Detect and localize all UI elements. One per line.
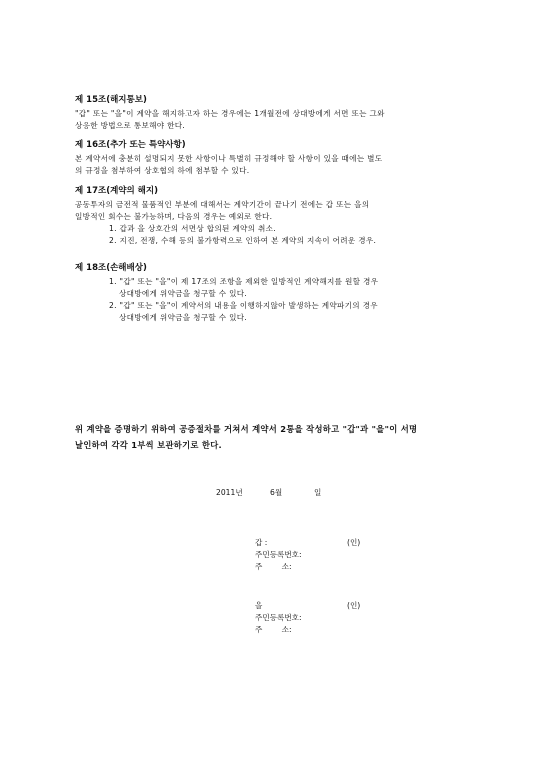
party-id-label: 주민등록번호:: [255, 613, 302, 622]
party-name-label: 을: [255, 601, 263, 610]
article-list-item: 1. "갑" 또는 "을"이 제 17조의 조항을 제외한 일방적인 계약해지를 원할 경우: [109, 277, 379, 286]
article-list-item: 2. 지진, 전쟁, 수해 등의 불가항력으로 인하여 본 계약의 지속이 어려운 경우.: [109, 236, 377, 245]
article-text-line: "갑" 또는 "을"이 계약을 해지하고자 하는 경우에는 1개월전에 상대방에게 서면 또는 그와: [75, 109, 385, 118]
article-heading: 제 16조(추가 또는 특약사항): [75, 140, 186, 150]
article-text-line: 본 계약서에 충분히 설명되지 못한 사항이나 특별히 규정해야 할 사항이 있을 때에는 별도: [75, 154, 383, 163]
article-heading: 제 18조(손해배상): [75, 263, 147, 273]
article-text-line: 공동투자의 금전적 물품적인 부분에 대해서는 계약기간이 끝나기 전에는 갑 또는 을의: [75, 200, 370, 209]
closing-line: 위 계약을 증명하기 위하여 공증절차를 거쳐서 계약서 2통을 작성하고 "갑"과 "을"이 서명: [75, 424, 418, 434]
article-list-item: 상대방에게 위약금을 청구할 수 있다.: [119, 289, 248, 298]
article-list-item: 1. 갑과 을 상호간의 서면상 합의된 계약의 취소.: [109, 224, 276, 233]
article-text-line: 상응한 방법으로 통보해야 한다.: [75, 121, 186, 130]
article-16: [75, 139, 475, 177]
party-id-label: 주민등록번호:: [255, 550, 302, 559]
party-name-label: 갑 :: [255, 538, 268, 547]
party-address-label: 주 소:: [255, 625, 292, 634]
party-address-label: 주 소:: [255, 562, 292, 571]
article-text-line: 의 규정을 첨부하여 상호협의 하에 첨부할 수 있다.: [75, 166, 250, 175]
seal-mark: (인): [347, 601, 361, 610]
article-heading: 제 17조(계약의 해지): [75, 186, 158, 196]
date-year: 2011년: [216, 488, 243, 497]
seal-mark: (인): [347, 538, 361, 547]
closing-statement: [75, 421, 475, 453]
article-17: [75, 185, 475, 247]
party-gap-block: [255, 537, 375, 573]
date-month: 6월: [270, 488, 283, 497]
party-name-row: [255, 537, 375, 549]
article-text-line: 일방적인 회수는 불가능하며, 다음의 경우는 예외로 한다.: [75, 212, 273, 221]
party-eul-block: [255, 600, 375, 636]
date-day: 일: [314, 488, 322, 497]
article-list-item: 2. "갑" 또는 "을"이 계약서의 내용을 이행하지않아 발생하는 계약파기의 경우: [109, 301, 378, 310]
article-list-item: 상대방에게 위약금을 청구할 수 있다.: [119, 313, 248, 322]
article-15: [75, 94, 475, 132]
article-heading: 제 15조(해지통보): [75, 95, 147, 105]
party-name-row: [255, 600, 375, 612]
closing-line: 날인하여 각각 1부씩 보관하기로 한다.: [75, 440, 223, 450]
article-18: [75, 262, 475, 324]
